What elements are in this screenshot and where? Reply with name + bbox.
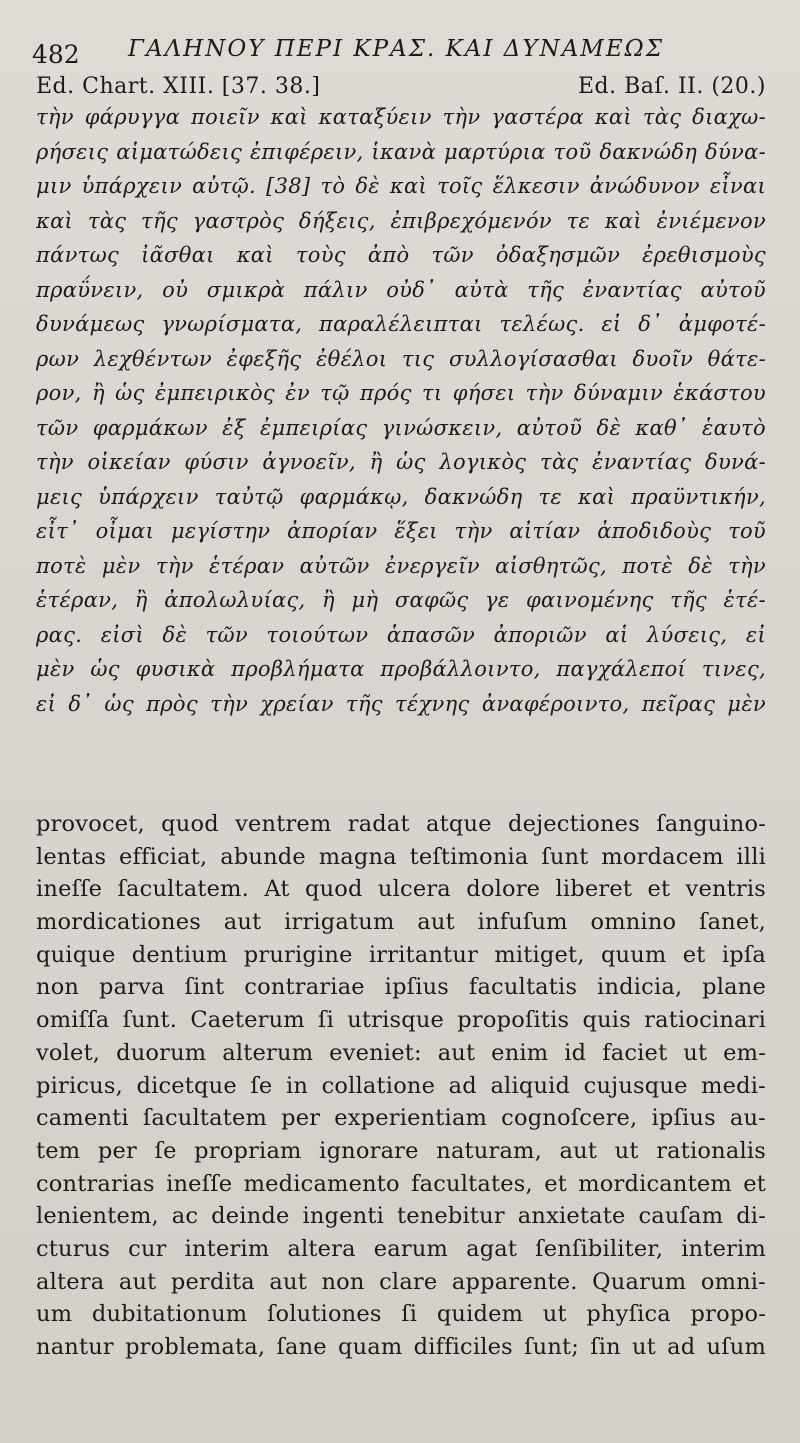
latin-line: ineſſe ſacultatem. At quod ulcera dolore liberet et ventris [36,876,766,903]
greek-line: μιν ὑπάρχειν αὐτῷ. [38] τὸ δὲ καὶ τοῖς ἕλκεσιν ἀνώδυνον εἶναι [36,174,766,198]
greek-line: ρας. εἰσὶ δὲ τῶν τοιούτων ἁπασῶν ἀποριῶν αἱ λύσεις, εἰ [36,622,766,647]
latin-line: lenientem, ac deinde ingenti tenebitur anxietate cauſam di- [36,1203,766,1230]
greek-line: καὶ τὰς τῆς γαστρὸς δήξεις, ἐπιβρεχόμενόν τε καὶ ἐνιέμενον [36,208,766,233]
running-head [28,28,768,68]
latin-line: um dubitationum ſolutiones ſi quidem ut phyſica propo- [36,1301,766,1328]
edition-chartier-reference: Ed. Chart. XIII. [37. 38.] [36,74,321,99]
latin-line: quique dentium prurigine irritantur mitiget, quum et ipſa [36,941,766,968]
greek-line: τὴν οἰκείαν φύσιν ἀγνοεῖν, ἢ ὡς λογικὸς τὰς ἐναντίας δυνά- [36,450,766,474]
latin-line: altera aut perdita aut non clare apparente. Quarum omni- [36,1268,766,1295]
latin-line: camenti ſacultatem per experientiam cognoſcere, ipſius au- [36,1105,766,1132]
greek-line: δυνάμεως γνωρίσματα, παραλέλειπται τελέως. εἰ δ᾽ ἀμφοτέ- [36,312,766,336]
latin-line: volet, duorum alterum eveniet: aut enim id faciet ut em- [36,1039,766,1066]
greek-line: τὴν φάρυγγα ποιεῖν καὶ καταξύειν τὴν γαστέρα καὶ τὰς διαχω- [36,105,766,129]
greek-line: τῶν φαρμάκων ἐξ ἐμπειρίας γινώσκειν, αὐτοῦ δὲ καθ᾽ ἑαυτὸ [36,415,766,440]
latin-line: piricus, dicetque ſe in collatione ad aliquid cujusque medi- [36,1072,766,1099]
running-title: ΓΑΛΗΝΟΥ ΠΕΡΙ ΚΡΑΣ. ΚΑΙ ΔΥΝΑΜΕΩΣ [128,36,664,62]
greek-line: εἶτ᾽ οἶμαι μεγίστην ἀπορίαν ἕξει τὴν αἰτίαν ἀποδιδοὺς τοῦ [36,519,766,543]
edition-basel-reference: Ed. Baſ. II. (20.) [577,74,766,99]
page-number: 482 [32,40,80,69]
latin-line: mordicationes aut irrigatum aut infuſum omnino ſanet, [36,909,766,936]
greek-line: πραΰνειν, οὐ σμικρὰ πάλιν οὐδ᾽ αὐτὰ τῆς ἐναντίας αὐτοῦ [36,277,766,302]
latin-line: non parva ſint contrariae ipſius facultatis indicia, plane [36,974,766,1001]
greek-line: μεις ὑπάρχειν ταὐτῷ φαρμάκῳ, δακνώδη τε καὶ πραϋντικήν, [36,484,766,509]
latin-text-block [36,808,766,1364]
greek-line: πάντως ἰᾶσθαι καὶ τοὺς ἀπὸ τῶν ὀδαξησμῶν ἐρεθισμοὺς [36,243,766,267]
greek-line: μὲν ὡς φυσικὰ προβλήματα προβάλλοιντο, παγχάλεποί τινες, [36,657,766,681]
greek-line: ρήσεις αἱματώδεις ἐπιφέρειν, ἱκανὰ μαρτύρια τοῦ δακνώδη δύνα- [36,139,766,164]
latin-line: provocet, quod ventrem radat atque dejectiones ſanguino- [36,811,766,837]
latin-line: cturus cur interim altera earum agat ſenſibiliter, interim [36,1235,766,1262]
greek-text-block [36,100,766,721]
latin-line: contrarias ineſſe medicamento facultates, et mordicantem et [36,1170,766,1197]
greek-line: ποτὲ μὲν τὴν ἑτέραν αὐτῶν ἐνεργεῖν αἰσθητῶς, ποτὲ δὲ τὴν [36,553,766,578]
latin-line: omiſſa ſunt. Caeterum ſi utrisque propoſitis quis ratiocinari [36,1007,766,1034]
greek-line: ρων λεχθέντων ἐφεξῆς ἐθέλοι τις συλλογίσασθαι δυοῖν θάτε- [36,346,766,371]
greek-line: ρον, ἢ ὡς ἐμπειρικὸς ἐν τῷ πρός τι φήσει τὴν δύναμιν ἑκάστου [36,381,766,405]
latin-line: lentas efficiat, abunde magna teſtimonia ſunt mordacem illi [36,843,766,870]
latin-line: nantur problemata, ſane quam difficiles ſunt; ſin ut ad uſum [36,1334,766,1360]
greek-line: ἑτέραν, ἢ ἀπολωλυίας, ἢ μὴ σαφῶς γε φαινομένης τῆς ἑτέ- [36,588,766,612]
greek-line: εἰ δ᾽ ὡς πρὸς τὴν χρείαν τῆς τέχνης ἀναφέροιντο, πεῖρας μὲν [36,691,766,716]
latin-line: tem per ſe propriam ignorare naturam, aut ut rationalis [36,1137,766,1164]
